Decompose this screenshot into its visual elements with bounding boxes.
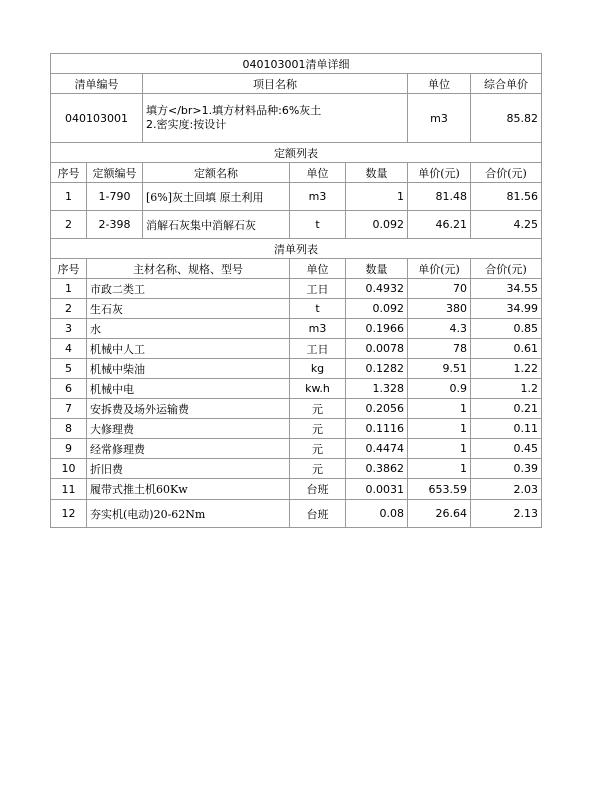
- quota-header-no: 序号: [51, 163, 87, 183]
- material-name: 机械中电: [87, 379, 290, 399]
- quota-header-qty: 数量: [346, 163, 408, 183]
- materials-header-total: 合价(元): [471, 259, 542, 279]
- material-qty: 0.4474: [346, 439, 408, 459]
- header-item-name: 项目名称: [143, 74, 408, 94]
- material-qty: 0.092: [346, 299, 408, 319]
- material-qty: 0.4932: [346, 279, 408, 299]
- material-total: 1.22: [471, 359, 542, 379]
- material-unit: 元: [290, 439, 346, 459]
- material-qty: 0.1966: [346, 319, 408, 339]
- quota-name: [6%]灰土回填 原土利用: [143, 183, 290, 211]
- material-name: 机械中人工: [87, 339, 290, 359]
- quota-qty: 1: [346, 183, 408, 211]
- material-total: 0.61: [471, 339, 542, 359]
- material-qty: 0.0031: [346, 479, 408, 500]
- material-total: 34.55: [471, 279, 542, 299]
- material-row: [51, 319, 542, 339]
- material-unit: 台班: [290, 500, 346, 528]
- quota-code: 2-398: [87, 211, 143, 239]
- material-unit: 元: [290, 459, 346, 479]
- quota-code: 1-790: [87, 183, 143, 211]
- material-no: 10: [51, 459, 87, 479]
- quota-no: 1: [51, 183, 87, 211]
- material-row: [51, 439, 542, 459]
- material-no: 5: [51, 359, 87, 379]
- material-unit: 元: [290, 419, 346, 439]
- quota-price: 81.48: [408, 183, 471, 211]
- material-row: [51, 459, 542, 479]
- material-unit: m3: [290, 319, 346, 339]
- material-unit: 工日: [290, 339, 346, 359]
- material-no: 3: [51, 319, 87, 339]
- material-name: 经常修理费: [87, 439, 290, 459]
- quota-unit: t: [290, 211, 346, 239]
- materials-header-price: 单价(元): [408, 259, 471, 279]
- material-row: [51, 479, 542, 500]
- bill-detail-table: [50, 53, 542, 528]
- quota-header-code: 定额编号: [87, 163, 143, 183]
- material-unit: kw.h: [290, 379, 346, 399]
- quota-price: 46.21: [408, 211, 471, 239]
- material-no: 1: [51, 279, 87, 299]
- material-no: 12: [51, 500, 87, 528]
- material-qty: 0.2056: [346, 399, 408, 419]
- quota-name: 消解石灰集中消解石灰: [143, 211, 290, 239]
- quota-section-title: 定额列表: [51, 143, 542, 163]
- material-name: 折旧费: [87, 459, 290, 479]
- quota-header-unit: 单位: [290, 163, 346, 183]
- material-total: 0.85: [471, 319, 542, 339]
- bill-unit-price: 85.82: [471, 94, 542, 143]
- material-qty: 1.328: [346, 379, 408, 399]
- table-title: 040103001清单详细: [51, 54, 542, 74]
- material-name: 水: [87, 319, 290, 339]
- material-name: 生石灰: [87, 299, 290, 319]
- bill-item-name: [143, 94, 408, 143]
- material-unit: 台班: [290, 479, 346, 500]
- material-row: [51, 379, 542, 399]
- quota-header-total: 合价(元): [471, 163, 542, 183]
- material-name: 履带式推土机60Kw: [87, 479, 290, 500]
- bill-item-name-line2: 2.密实度:按设计: [146, 118, 227, 131]
- quota-qty: 0.092: [346, 211, 408, 239]
- material-unit: 工日: [290, 279, 346, 299]
- material-name: 安拆费及场外运输费: [87, 399, 290, 419]
- bill-unit: m3: [408, 94, 471, 143]
- material-row: [51, 399, 542, 419]
- material-price: 1: [408, 399, 471, 419]
- material-price: 1: [408, 419, 471, 439]
- material-total: 34.99: [471, 299, 542, 319]
- material-name: 市政二类工: [87, 279, 290, 299]
- material-total: 2.03: [471, 479, 542, 500]
- bill-code: 040103001: [51, 94, 143, 143]
- material-name: 大修理费: [87, 419, 290, 439]
- material-unit: t: [290, 299, 346, 319]
- material-no: 9: [51, 439, 87, 459]
- material-qty: 0.1282: [346, 359, 408, 379]
- quota-total: 81.56: [471, 183, 542, 211]
- material-row: [51, 339, 542, 359]
- material-qty: 0.0078: [346, 339, 408, 359]
- material-row: [51, 359, 542, 379]
- material-total: 1.2: [471, 379, 542, 399]
- material-total: 2.13: [471, 500, 542, 528]
- material-price: 26.64: [408, 500, 471, 528]
- material-name: 夯实机(电动)20-62Nm: [87, 500, 290, 528]
- material-qty: 0.08: [346, 500, 408, 528]
- materials-header-no: 序号: [51, 259, 87, 279]
- material-price: 78: [408, 339, 471, 359]
- material-row: [51, 419, 542, 439]
- quota-header-price: 单价(元): [408, 163, 471, 183]
- materials-header-unit: 单位: [290, 259, 346, 279]
- material-total: 0.39: [471, 459, 542, 479]
- material-no: 6: [51, 379, 87, 399]
- materials-section-title: 清单列表: [51, 239, 542, 259]
- material-total: 0.45: [471, 439, 542, 459]
- quota-header-name: 定额名称: [143, 163, 290, 183]
- material-row: [51, 500, 542, 528]
- quota-row: [51, 211, 542, 239]
- material-price: 653.59: [408, 479, 471, 500]
- header-unit: 单位: [408, 74, 471, 94]
- materials-header-qty: 数量: [346, 259, 408, 279]
- material-price: 1: [408, 459, 471, 479]
- material-no: 4: [51, 339, 87, 359]
- quota-unit: m3: [290, 183, 346, 211]
- material-price: 380: [408, 299, 471, 319]
- material-price: 70: [408, 279, 471, 299]
- bill-item-name-line1: 填方</br>1.填方材料品种:6%灰土: [146, 104, 322, 117]
- material-price: 4.3: [408, 319, 471, 339]
- material-total: 0.11: [471, 419, 542, 439]
- material-unit: 元: [290, 399, 346, 419]
- material-row: [51, 299, 542, 319]
- material-price: 1: [408, 439, 471, 459]
- material-row: [51, 279, 542, 299]
- quota-no: 2: [51, 211, 87, 239]
- materials-header-name: 主材名称、规格、型号: [87, 259, 290, 279]
- quota-total: 4.25: [471, 211, 542, 239]
- header-bill-code: 清单编号: [51, 74, 143, 94]
- material-price: 0.9: [408, 379, 471, 399]
- material-price: 9.51: [408, 359, 471, 379]
- material-qty: 0.3862: [346, 459, 408, 479]
- material-no: 11: [51, 479, 87, 500]
- material-total: 0.21: [471, 399, 542, 419]
- quota-row: [51, 183, 542, 211]
- header-unit-price: 综合单价: [471, 74, 542, 94]
- material-name: 机械中柴油: [87, 359, 290, 379]
- material-unit: kg: [290, 359, 346, 379]
- material-qty: 0.1116: [346, 419, 408, 439]
- material-no: 8: [51, 419, 87, 439]
- material-no: 2: [51, 299, 87, 319]
- material-no: 7: [51, 399, 87, 419]
